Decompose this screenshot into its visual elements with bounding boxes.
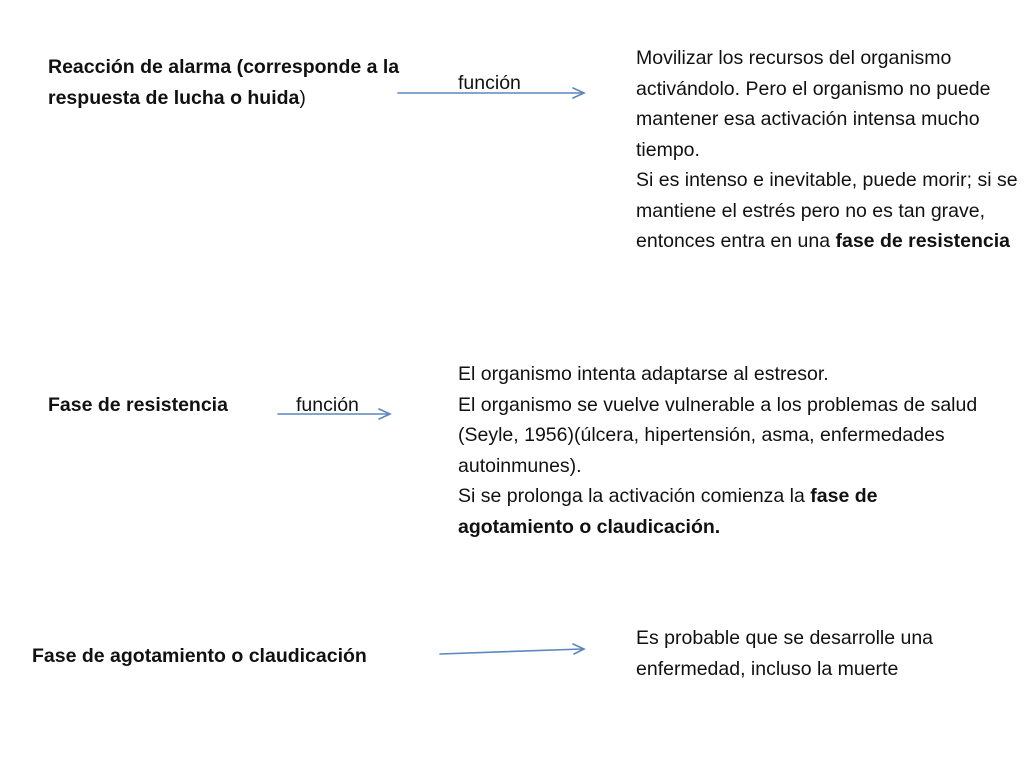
right-arrow-icon — [398, 88, 584, 98]
stage3-description: Es probable que se desarrolle una enfermedad, incluso la muerte — [636, 627, 934, 680]
stage1-title-tail: ) — [299, 86, 306, 109]
stage3-title: Fase de agotamiento o claudicación — [32, 645, 367, 667]
right-arrow-icon — [278, 409, 390, 419]
stage2-arrow-label: función — [296, 394, 359, 416]
stage1-desc-p2-bold: fase de resistencia — [835, 230, 1011, 252]
right-arrow-icon — [440, 644, 584, 654]
stage2-title: Fase de resistencia — [48, 394, 228, 416]
stage1-desc-p1: Movilizar los recursos del organismo activándolo. Pero el organismo no puede mantener esa activación intensa mucho tiempo. — [636, 47, 991, 161]
stage1-arrow-label: función — [458, 72, 521, 94]
stage2-desc-p3-bold: fase de agotamiento o claudicación. — [458, 485, 878, 538]
stage1-desc-p2-text: Si es intenso e inevitable, puede morir; si se mantiene el estrés pero no es tan grave, entonces entra en una — [636, 169, 1018, 252]
stage2-desc-p2: El organismo se vuelve vulnerable a los problemas de salud (Seyle, 1956)(úlcera, hipertensión, asma, enfermedades autoinmunes). — [458, 393, 978, 477]
stage1-title-bold: Reacción de alarma (corresponde a la respuesta de lucha o huida — [48, 56, 400, 109]
stage2-desc-p3-text: Si se prolonga la activación comienza la — [458, 485, 805, 507]
stage2-desc-p1: El organismo intenta adaptarse al estresor. — [458, 363, 829, 385]
